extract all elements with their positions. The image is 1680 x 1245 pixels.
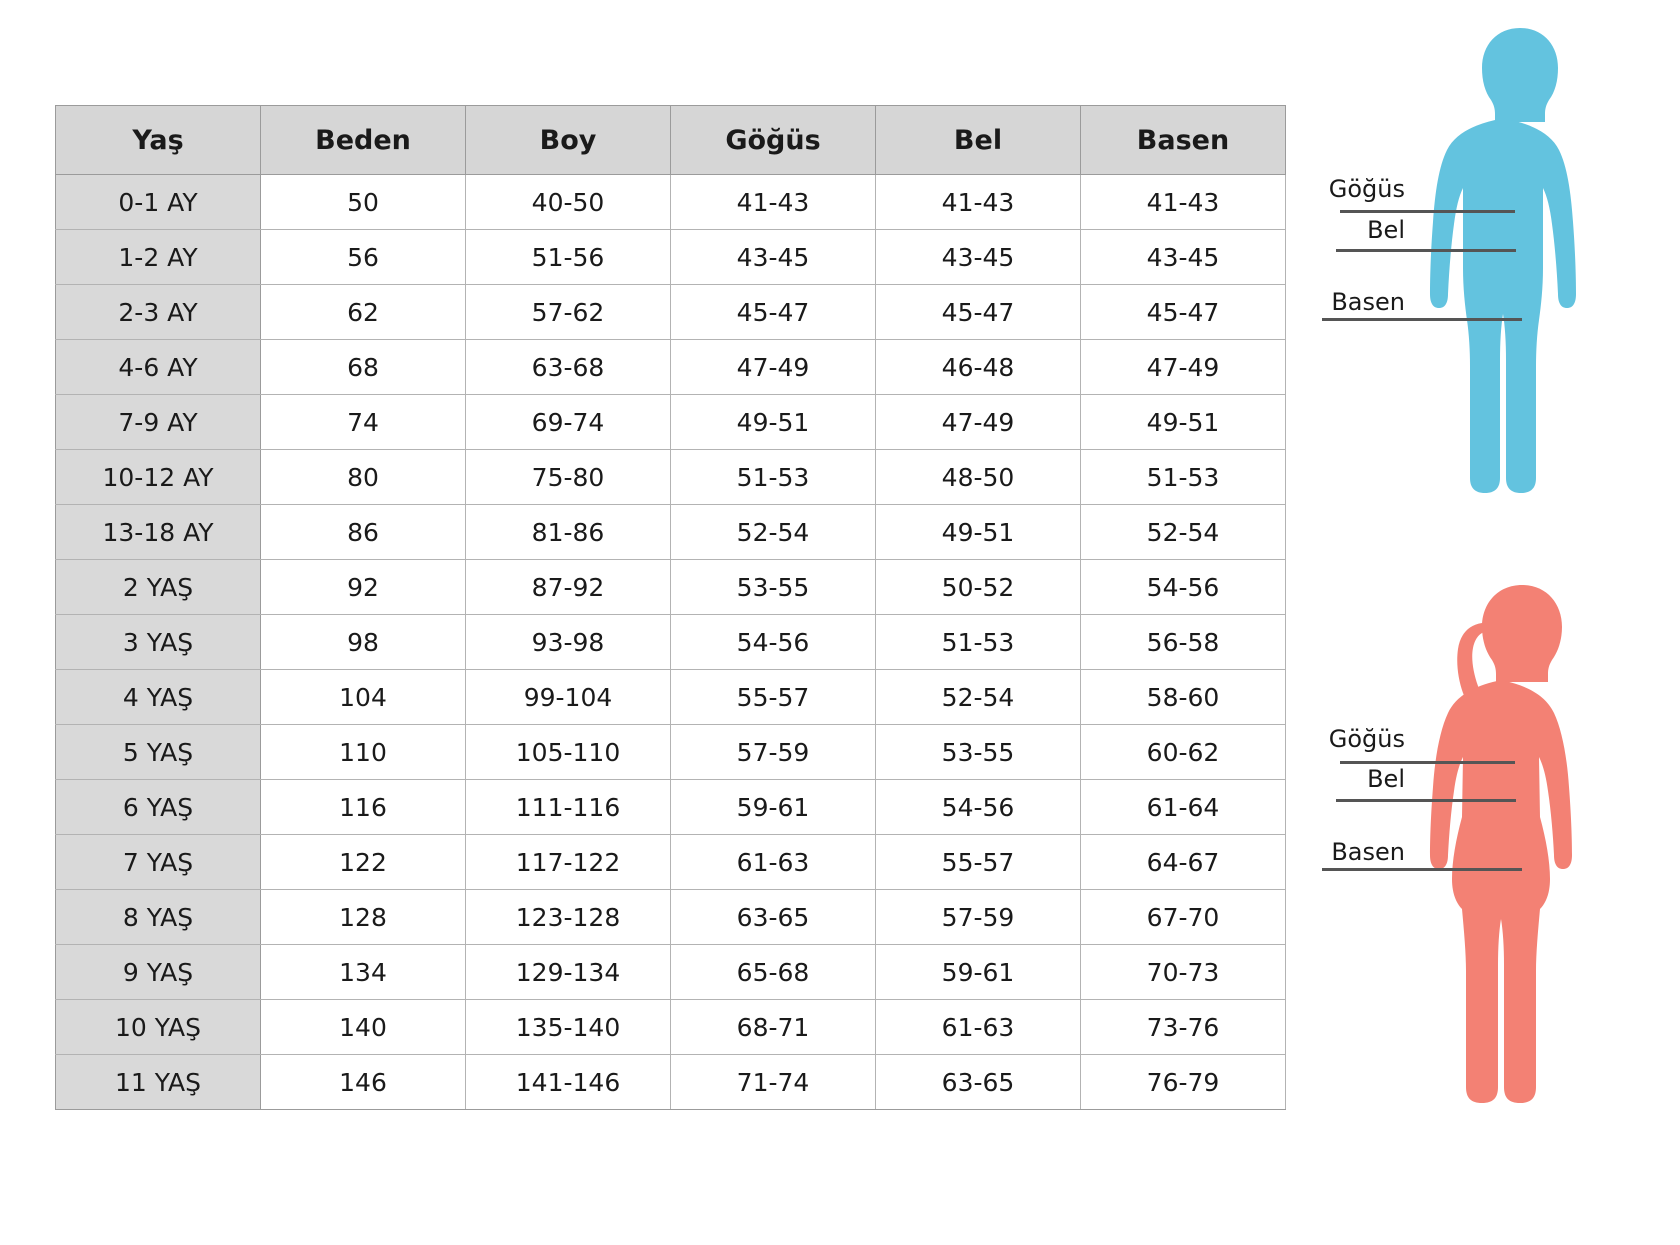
cell-gogus: 68-71 — [671, 1000, 876, 1055]
girl-hip-label: Basen — [1331, 838, 1405, 866]
girl-chest-measure-line — [1340, 761, 1515, 764]
cell-beden: 110 — [261, 725, 466, 780]
cell-boy: 111-116 — [466, 780, 671, 835]
cell-beden: 140 — [261, 1000, 466, 1055]
cell-basen: 51-53 — [1081, 450, 1286, 505]
column-header-beden: Beden — [261, 106, 466, 175]
cell-gogus: 47-49 — [671, 340, 876, 395]
cell-age: 0-1 AY — [56, 175, 261, 230]
cell-beden: 56 — [261, 230, 466, 285]
cell-beden: 74 — [261, 395, 466, 450]
cell-boy: 87-92 — [466, 560, 671, 615]
boy-chest-measure-line — [1340, 210, 1515, 213]
cell-age: 4-6 AY — [56, 340, 261, 395]
cell-basen: 76-79 — [1081, 1055, 1286, 1110]
cell-age: 13-18 AY — [56, 505, 261, 560]
cell-gogus: 53-55 — [671, 560, 876, 615]
cell-bel: 55-57 — [876, 835, 1081, 890]
cell-age: 11 YAŞ — [56, 1055, 261, 1110]
boy-waist-label: Bel — [1367, 216, 1405, 244]
cell-gogus: 43-45 — [671, 230, 876, 285]
cell-beden: 80 — [261, 450, 466, 505]
cell-basen: 58-60 — [1081, 670, 1286, 725]
cell-basen: 61-64 — [1081, 780, 1286, 835]
cell-basen: 49-51 — [1081, 395, 1286, 450]
boy-chest-label: Göğüs — [1328, 175, 1405, 203]
cell-boy: 57-62 — [466, 285, 671, 340]
cell-age: 9 YAŞ — [56, 945, 261, 1000]
cell-gogus: 65-68 — [671, 945, 876, 1000]
boy-hip-label: Basen — [1331, 288, 1405, 316]
table-row — [56, 1055, 1286, 1110]
cell-beden: 98 — [261, 615, 466, 670]
table-row — [56, 890, 1286, 945]
cell-age: 6 YAŞ — [56, 780, 261, 835]
cell-basen: 45-47 — [1081, 285, 1286, 340]
cell-beden: 92 — [261, 560, 466, 615]
cell-boy: 123-128 — [466, 890, 671, 945]
cell-bel: 61-63 — [876, 1000, 1081, 1055]
cell-gogus: 52-54 — [671, 505, 876, 560]
cell-gogus: 55-57 — [671, 670, 876, 725]
cell-bel: 43-45 — [876, 230, 1081, 285]
cell-bel: 51-53 — [876, 615, 1081, 670]
girl-hip-measure-line — [1322, 868, 1522, 871]
girl-body-silhouette-icon — [1390, 575, 1650, 1215]
girl-waist-label: Bel — [1367, 765, 1405, 793]
cell-gogus: 41-43 — [671, 175, 876, 230]
table-row — [56, 835, 1286, 890]
cell-boy: 135-140 — [466, 1000, 671, 1055]
cell-bel: 57-59 — [876, 890, 1081, 945]
cell-bel: 50-52 — [876, 560, 1081, 615]
size-chart-table-container — [55, 105, 1285, 1110]
cell-gogus: 54-56 — [671, 615, 876, 670]
cell-boy: 63-68 — [466, 340, 671, 395]
cell-age: 10 YAŞ — [56, 1000, 261, 1055]
cell-boy: 117-122 — [466, 835, 671, 890]
cell-basen: 52-54 — [1081, 505, 1286, 560]
cell-boy: 69-74 — [466, 395, 671, 450]
table-row — [56, 505, 1286, 560]
cell-beden: 134 — [261, 945, 466, 1000]
cell-gogus: 63-65 — [671, 890, 876, 945]
girl-chest-label: Göğüs — [1328, 725, 1405, 753]
cell-beden: 62 — [261, 285, 466, 340]
column-header-basen: Basen — [1081, 106, 1286, 175]
cell-boy: 141-146 — [466, 1055, 671, 1110]
size-chart-table — [55, 105, 1286, 1110]
boy-waist-measure-line — [1336, 249, 1516, 252]
cell-bel: 45-47 — [876, 285, 1081, 340]
table-body — [56, 175, 1286, 1110]
cell-gogus: 45-47 — [671, 285, 876, 340]
column-header-age: Yaş — [56, 106, 261, 175]
table-header — [56, 106, 1286, 175]
cell-bel: 47-49 — [876, 395, 1081, 450]
cell-boy: 105-110 — [466, 725, 671, 780]
cell-bel: 53-55 — [876, 725, 1081, 780]
cell-bel: 59-61 — [876, 945, 1081, 1000]
cell-age: 2 YAŞ — [56, 560, 261, 615]
cell-beden: 50 — [261, 175, 466, 230]
cell-gogus: 51-53 — [671, 450, 876, 505]
table-row — [56, 615, 1286, 670]
cell-boy: 40-50 — [466, 175, 671, 230]
cell-basen: 56-58 — [1081, 615, 1286, 670]
column-header-boy: Boy — [466, 106, 671, 175]
cell-basen: 64-67 — [1081, 835, 1286, 890]
table-row — [56, 725, 1286, 780]
cell-boy: 51-56 — [466, 230, 671, 285]
table-row — [56, 175, 1286, 230]
boy-figure-block — [1330, 20, 1650, 600]
cell-age: 7-9 AY — [56, 395, 261, 450]
cell-age: 3 YAŞ — [56, 615, 261, 670]
boy-hip-measure-line — [1322, 318, 1522, 321]
cell-beden: 146 — [261, 1055, 466, 1110]
table-row — [56, 340, 1286, 395]
cell-basen: 67-70 — [1081, 890, 1286, 945]
cell-beden: 104 — [261, 670, 466, 725]
column-header-gogus: Göğüs — [671, 106, 876, 175]
cell-age: 8 YAŞ — [56, 890, 261, 945]
cell-bel: 48-50 — [876, 450, 1081, 505]
cell-beden: 68 — [261, 340, 466, 395]
table-row — [56, 1000, 1286, 1055]
cell-boy: 99-104 — [466, 670, 671, 725]
cell-bel: 41-43 — [876, 175, 1081, 230]
cell-basen: 73-76 — [1081, 1000, 1286, 1055]
table-row — [56, 780, 1286, 835]
girl-waist-measure-line — [1336, 799, 1516, 802]
cell-basen: 54-56 — [1081, 560, 1286, 615]
cell-beden: 122 — [261, 835, 466, 890]
table-row — [56, 395, 1286, 450]
cell-age: 2-3 AY — [56, 285, 261, 340]
cell-basen: 43-45 — [1081, 230, 1286, 285]
table-row — [56, 285, 1286, 340]
cell-boy: 129-134 — [466, 945, 671, 1000]
boy-body-silhouette-icon — [1390, 20, 1650, 580]
table-row — [56, 230, 1286, 285]
cell-age: 5 YAŞ — [56, 725, 261, 780]
table-row — [56, 670, 1286, 725]
girl-figure-block — [1330, 575, 1650, 1230]
cell-beden: 116 — [261, 780, 466, 835]
cell-age: 4 YAŞ — [56, 670, 261, 725]
cell-basen: 70-73 — [1081, 945, 1286, 1000]
table-row — [56, 560, 1286, 615]
cell-gogus: 57-59 — [671, 725, 876, 780]
cell-age: 1-2 AY — [56, 230, 261, 285]
cell-boy: 75-80 — [466, 450, 671, 505]
cell-bel: 49-51 — [876, 505, 1081, 560]
cell-basen: 47-49 — [1081, 340, 1286, 395]
column-header-bel: Bel — [876, 106, 1081, 175]
cell-gogus: 59-61 — [671, 780, 876, 835]
cell-gogus: 61-63 — [671, 835, 876, 890]
cell-age: 10-12 AY — [56, 450, 261, 505]
cell-boy: 93-98 — [466, 615, 671, 670]
cell-age: 7 YAŞ — [56, 835, 261, 890]
cell-beden: 86 — [261, 505, 466, 560]
cell-basen: 60-62 — [1081, 725, 1286, 780]
cell-gogus: 49-51 — [671, 395, 876, 450]
cell-boy: 81-86 — [466, 505, 671, 560]
cell-bel: 54-56 — [876, 780, 1081, 835]
cell-bel: 46-48 — [876, 340, 1081, 395]
table-row — [56, 450, 1286, 505]
cell-beden: 128 — [261, 890, 466, 945]
cell-gogus: 71-74 — [671, 1055, 876, 1110]
cell-basen: 41-43 — [1081, 175, 1286, 230]
table-header-row — [56, 106, 1286, 175]
cell-bel: 52-54 — [876, 670, 1081, 725]
cell-bel: 63-65 — [876, 1055, 1081, 1110]
table-row — [56, 945, 1286, 1000]
